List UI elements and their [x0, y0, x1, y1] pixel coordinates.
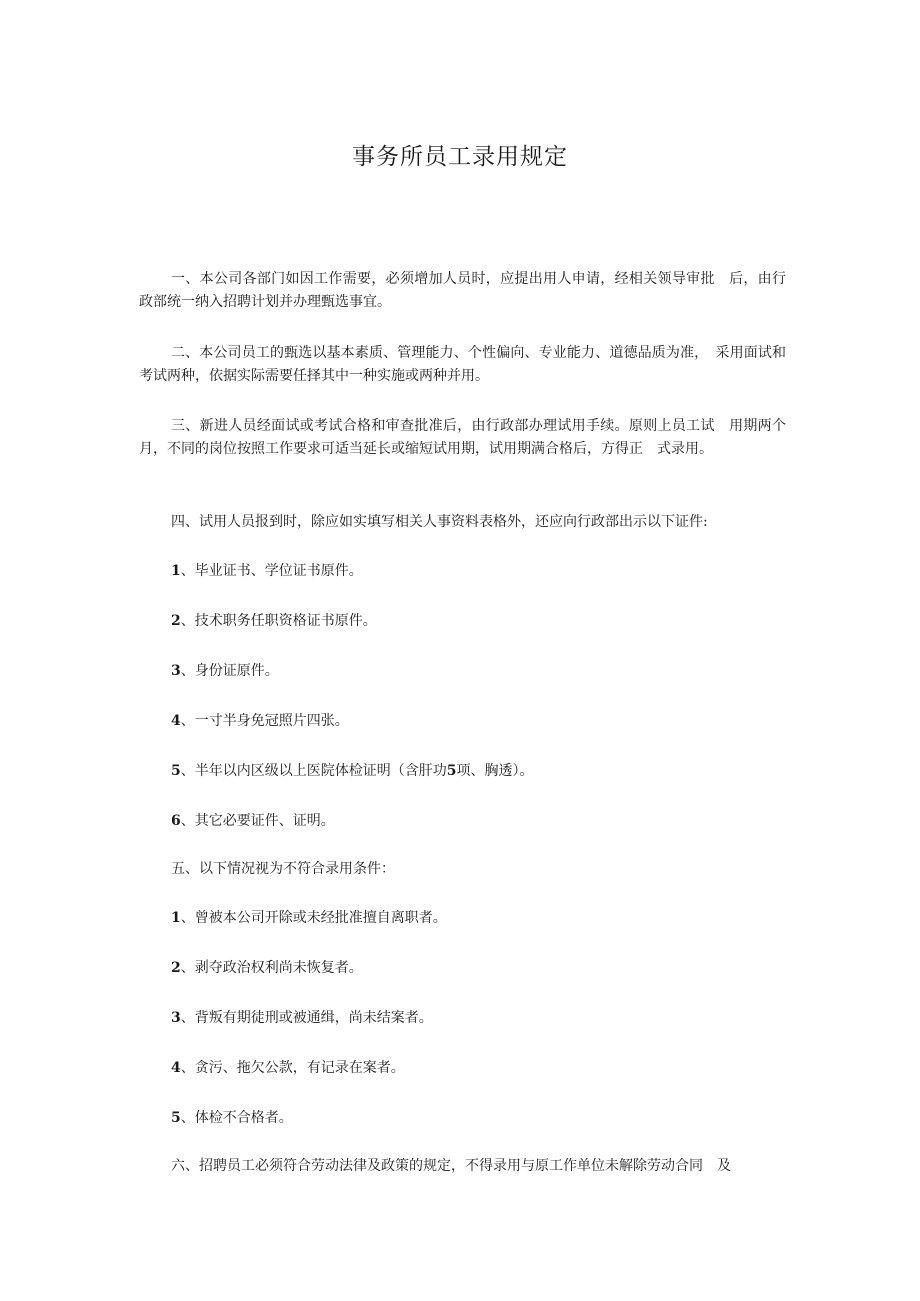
list-item: [171, 661, 279, 681]
list-item: [171, 958, 363, 978]
list-item-text: 、技术职务任职资格证书原件。: [180, 613, 377, 629]
list-item-inline-number: 5: [446, 763, 457, 779]
list-item: [171, 1058, 405, 1078]
list-item-number: 3: [171, 663, 181, 679]
list-item-text: 、半年以内区级以上医院体检证明（含肝功: [180, 763, 447, 779]
list-item: [171, 908, 447, 928]
list-item-number: 2: [171, 960, 181, 976]
list-item-number: 5: [171, 1110, 181, 1126]
list-item-text: 、毕业证书、学位证书原件。: [180, 563, 363, 579]
list-item-text: 、曾被本公司开除或未经批准擅自离职者。: [180, 910, 447, 926]
list-item-text: 、背叛有期徒刑或被通缉，尚未结案者。: [180, 1010, 433, 1026]
list-item-text: 、剥夺政治权利尚未恢复者。: [180, 960, 363, 976]
list-item: [171, 1108, 293, 1128]
section-1-paragraph: 一、本公司各部门如因工作需要，必须增加人员时，应提出用人申请，经相关领导审批 后，由行政部统一纳入招聘计划并办理甄选事宜。: [139, 271, 786, 310]
list-item: [171, 761, 534, 781]
list-item-text: 、其它必要证件、证明。: [180, 813, 335, 829]
section-2-paragraph: 二、本公司员工的甄选以基本素质、管理能力、个性偏向、专业能力、道德品质为准， 采用面试和考试两种，依据实际需要任择其中一种实施或两种并用。: [139, 345, 786, 384]
list-item-text: 项、胸透）。: [456, 763, 534, 779]
section-4-paragraph: 四、试用人员报到时，除应如实填写相关人事资料表格外，还应向行政部出示以下证件:: [171, 514, 708, 530]
list-item-number: 6: [171, 813, 181, 829]
list-item-text: 、体检不合格者。: [180, 1110, 293, 1126]
list-item-text: 、身份证原件。: [180, 663, 279, 679]
document-title: 事务所员工录用规定: [352, 144, 568, 170]
list-item: [171, 611, 377, 631]
list-item-number: 4: [171, 713, 181, 729]
list-item-text: 、贪污、拖欠公款，有记录在案者。: [180, 1060, 405, 1076]
list-item-number: 3: [171, 1010, 181, 1026]
list-item: [171, 811, 335, 831]
list-item-number: 5: [171, 763, 181, 779]
section-6-paragraph: 六、招聘员工必须符合劳动法律及政策的规定，不得录用与原工作单位未解除劳动合同 及: [171, 1158, 731, 1174]
list-item-number: 2: [171, 613, 181, 629]
list-item-number: 1: [171, 910, 181, 926]
list-item: [171, 561, 363, 581]
list-item-number: 1: [171, 563, 181, 579]
section-5-heading: 五、以下情况视为不符合录用条件：: [171, 861, 395, 877]
list-item: [171, 1008, 433, 1028]
list-item-number: 4: [171, 1060, 181, 1076]
section-3-paragraph: 三、新进人员经面试或考试合格和审查批准后，由行政部办理试用手续。原则上员工试 用期两个月，不同的岗位按照工作要求可适当延长或缩短试用期，试用期满合格后，方得正 式录用。: [139, 418, 786, 457]
list-item-text: 、一寸半身免冠照片四张。: [180, 713, 349, 729]
list-item: [171, 711, 349, 731]
